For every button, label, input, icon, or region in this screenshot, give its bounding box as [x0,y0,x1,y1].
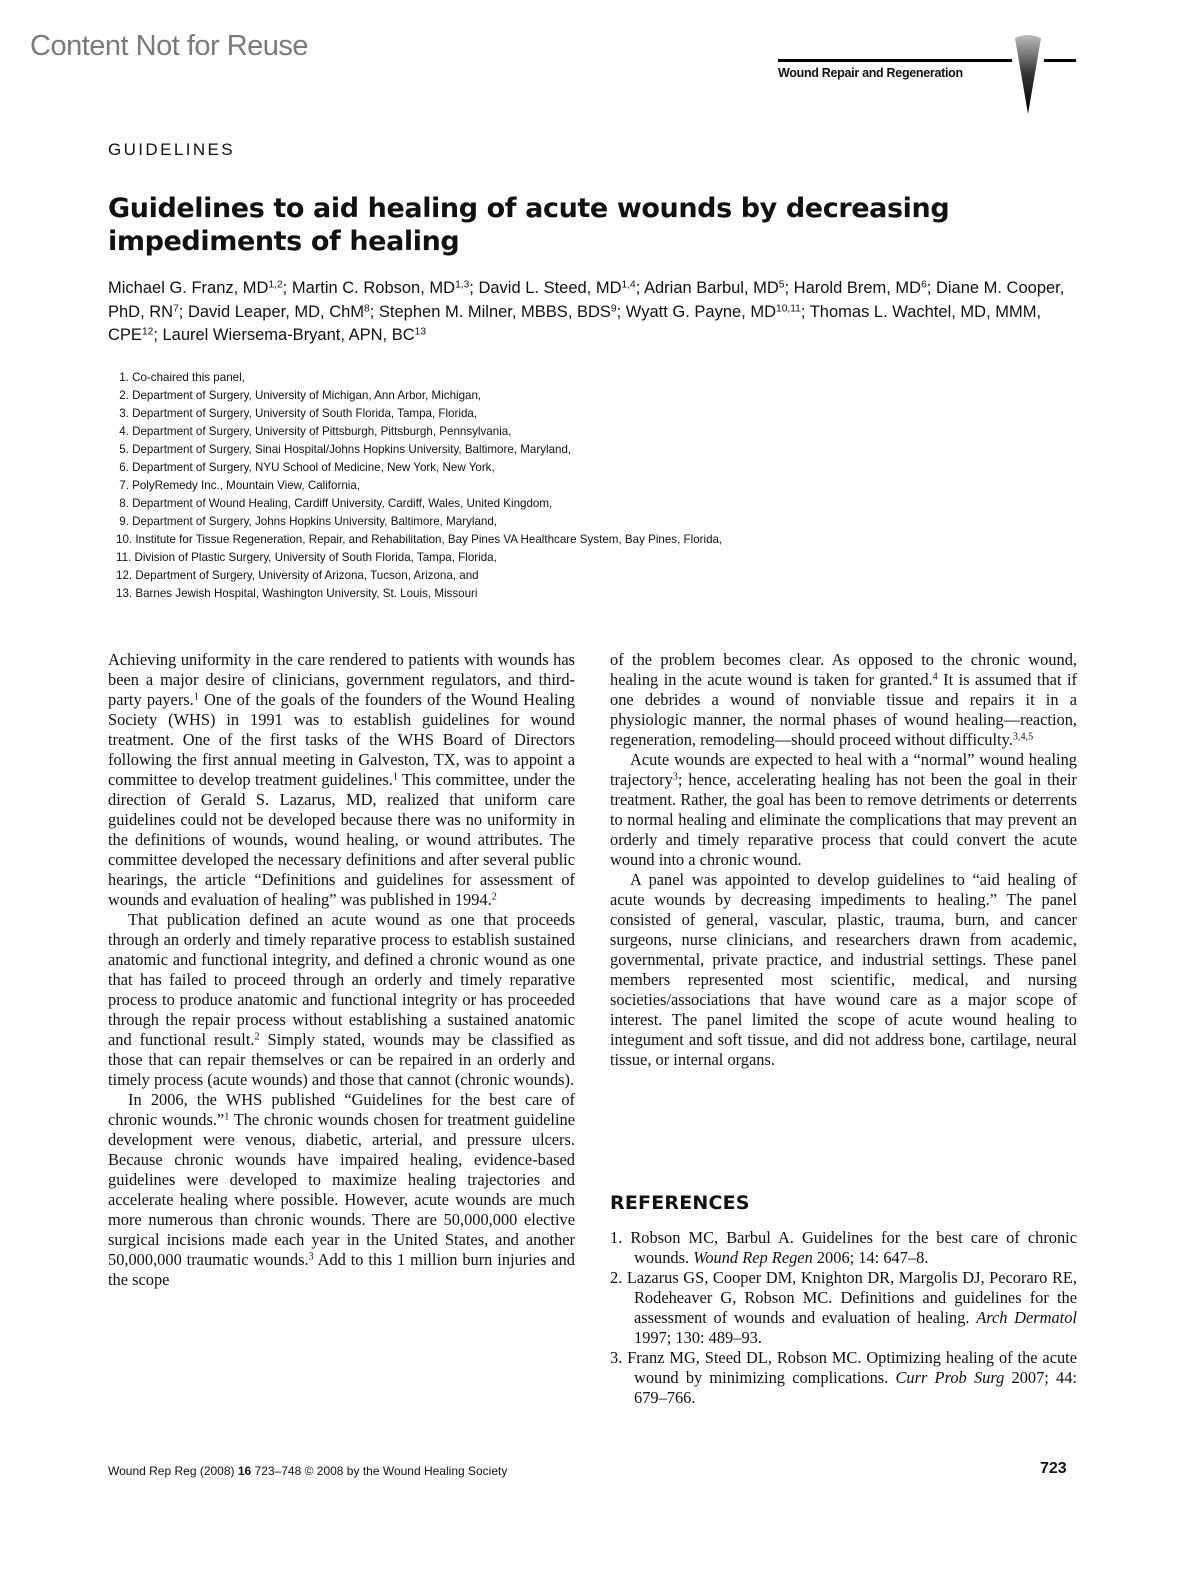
citation-superscript: 2 [254,1031,260,1043]
citation-superscript: 12 [141,326,154,338]
text-run: 2007; 44: 679–766. [634,1368,1077,1407]
citation-superscript: 7 [173,302,179,314]
citation-superscript: 1,2 [268,279,283,291]
text-run: This committee, under the direction of Gerald S. Lazarus, MD, realized that uniform care guidelines could not be developed because there was no uniformity in the definitions of wounds, wound healing, or wound attributes. The committee developed the necessary definitions and after several public hearings, the article “Definitions and guidelines for assessment of wounds and evaluation of healing” was published in 1994. [108,770,575,909]
text-run: ; Stephen M. Milner, MBBS, BDS [369,302,611,321]
affiliation-list [116,369,722,603]
affiliation-item: 12. Department of Surgery, University of Arizona, Tucson, Arizona, and [116,569,479,582]
header-rule [1044,59,1076,62]
text-run: The chronic wounds chosen for treatment guideline development were venous, diabetic, arterial, and pressure ulcers. Because chronic wounds have impaired healing, evidence-based guidelines were developed to maximize healing trajectories and accelerate healing where possible. However, acute wounds are much more numerous than chronic wounds. There are 50,000,000 elective surgical incisions made each year in the United States, and another 50,000,000 traumatic wounds. [108,1110,575,1269]
text-run: ; Martin C. Robson, MD [282,279,456,297]
citation-superscript: 1,4 [621,279,636,291]
journal-title: Curr Prob Surg [895,1368,1005,1387]
affiliation-item: 7. PolyRemedy Inc., Mountain View, California, [116,479,361,492]
journal-header [778,56,1078,126]
text-run: 2. Lazarus GS, Cooper DM, Knighton DR, Margolis DJ, Pecoraro RE, Rodeheaver G, Robson MC. Definitions and guidelines for the assessment of wounds and evaluation of healing. [610,1268,1077,1327]
footer-citation [108,1464,507,1478]
citation-superscript: 4 [932,671,938,683]
reference-item [610,1268,1077,1348]
body-paragraph [610,750,1077,870]
text-run: In 2006, the WHS published “Guidelines for the best care of chronic wounds.” [108,1090,575,1129]
text-run: That publication defined an acute wound as one that proceeds through an orderly and timely reparative process to establish sustained anatomic and functional integrity, and defined a chronic wound as one that has failed to proceed through an orderly and timely reparative process to produce anatomic and functional integrity or has proceeded through the repair process without establishing a sustained anatomic and functional result. [108,910,575,1049]
text-run: 723–748 © 2008 by the Wound Healing Society [251,1464,508,1478]
body-column-right [610,650,1077,1070]
text-run: ; Adrian Barbul, MD [635,279,779,297]
body-paragraph [610,870,1077,1070]
references-heading: REFERENCES [610,1192,750,1214]
affiliation-item: 10. Institute for Tissue Regeneration, Repair, and Rehabilitation, Bay Pines VA Healthcare System, Bay Pines, Florida, [116,533,723,546]
citation-superscript: 1 [224,1111,230,1123]
body-paragraph [108,910,575,1090]
text-run: 2006; 14: 647–8. [812,1248,929,1267]
citation-superscript: 10,11 [776,302,801,314]
text-run: Achieving uniformity in the care rendered to patients with wounds has been a major desire of clinicians, government regulators, and third-party payers. [108,650,575,709]
volume-number: 16 [237,1464,252,1478]
body-paragraph [108,650,575,910]
text-run: Simply stated, wounds may be classified as those that can repair themselves or can be repaired in an orderly and timely process (acute wounds) and those that cannot (chronic wounds). [108,1030,575,1089]
section-label: GUIDELINES [108,140,235,159]
text-run: ; David L. Steed, MD [469,279,622,297]
author-list [108,277,1083,348]
citation-superscript: 5 [778,279,785,291]
text-run: ; Diane M. Cooper, PhD, RN [108,279,1065,321]
affiliation-item: 2. Department of Surgery, University of Michigan, Ann Arbor, Michigan, [116,389,482,402]
citation-superscript: 3 [672,771,678,783]
reference-item [610,1228,1077,1268]
article-title: Guidelines to aid healing of acute wounds by decreasing impediments of healing [108,193,950,257]
citation-superscript: 1 [193,691,199,703]
text-run: 1997; 130: 489–93. [634,1328,762,1347]
reference-list [610,1228,1077,1408]
journal-name: Wound Repair and Regeneration [778,66,963,80]
header-rule [778,59,1012,62]
affiliation-item: 3. Department of Surgery, University of South Florida, Tampa, Florida, [116,407,478,420]
text-run: 1. Robson MC, Barbul A. Guidelines for the best care of chronic wounds. [610,1228,1077,1267]
page-number: 723 [1040,1460,1067,1477]
citation-superscript: 3,4,5 [1012,731,1034,743]
affiliation-item: 11. Division of Plastic Surgery, University of South Florida, Tampa, Florida, [116,551,497,564]
text-run: ; David Leaper, MD, ChM [178,302,365,321]
text-run: Acute wounds are expected to heal with a “normal” wound healing trajectory [610,750,1077,789]
affiliation-item: 6. Department of Surgery, NYU School of Medicine, New York, New York, [116,461,495,474]
citation-superscript: 1,3 [455,279,470,291]
citation-superscript: 1 [392,771,398,783]
journal-title: Wound Rep Regen [693,1248,813,1267]
affiliation-item: 9. Department of Surgery, Johns Hopkins University, Baltimore, Maryland, [116,515,498,528]
body-paragraph [610,650,1077,750]
affiliation-item: 5. Department of Surgery, Sinai Hospital/Johns Hopkins University, Baltimore, Maryland, [116,443,572,456]
affiliation-item: 1. Co-chaired this panel, [116,371,245,384]
body-paragraph [108,1090,575,1290]
text-run: Wound Rep Reg (2008) [108,1464,238,1478]
citation-superscript: 13 [414,326,427,338]
text-run: ; Laurel Wiersema-Bryant, APN, BC [153,326,415,344]
citation-superscript: 2 [491,891,497,903]
text-run: of the problem becomes clear. As opposed to the chronic wound, healing in the acute wound is taken for granted. [610,650,1077,689]
reference-item [610,1348,1077,1408]
citation-superscript: 8 [364,302,370,314]
affiliation-item: 4. Department of Surgery, University of Pittsburgh, Pittsburgh, Pennsylvania, [116,425,512,438]
text-run: 3. Franz MG, Steed DL, Robson MC. Optimizing healing of the acute wound by minimizing complications. [610,1348,1077,1387]
watermark: Content Not for Reuse [30,30,309,62]
text-run: ; hence, accelerating healing has not been the goal in their treatment. Rather, the goal has been to remove detriments or deterrents to normal healing and eliminate the complications that may prevent an orderly and timely reparative process that could convert the acute wound into a chronic wound. [610,770,1077,869]
citation-superscript: 9 [610,302,617,314]
text-run: Michael G. Franz, MD [108,279,269,297]
journal-logo-icon [1012,34,1044,116]
text-run: A panel was appointed to develop guidelines to “aid healing of acute wounds by decreasing impediments to healing.” The panel consisted of general, vascular, plastic, trauma, burn, and cancer surgeons, nurse clinicians, and researchers drawn from academic, governmental, private practice, and industrial settings. These panel members represented most scientific, medical, and nursing societies/associations that have wound care as a major scope of interest. The panel limited the scope of acute wound healing to integument and soft tissue, and did not address bone, cartilage, neural tissue, or internal organs. [610,870,1077,1069]
citation-superscript: 3 [308,1251,314,1263]
text-run: ; Harold Brem, MD [784,279,922,297]
text-run: Add to this 1 million burn injuries and the scope [108,1250,575,1289]
text-run: ; Thomas L. Wachtel, MD, MMM, CPE [108,302,1042,344]
body-column-left [108,650,575,1290]
text-run: It is assumed that if one debrides a wound of nonviable tissue and repairs it in a physiologic manner, the normal phases of wound healing—reaction, regeneration, remodeling—should proceed without difficulty. [610,670,1077,749]
journal-title: Arch Dermatol [976,1308,1077,1327]
affiliation-item: 8. Department of Wound Healing, Cardiff University, Cardiff, Wales, United Kingdom, [116,497,553,510]
text-run: ; Wyatt G. Payne, MD [616,302,777,321]
citation-superscript: 6 [921,279,927,291]
text-run: One of the goals of the founders of the Wound Healing Society (WHS) in 1991 was to establish guidelines for wound treatment. One of the first tasks of the WHS Board of Directors following the first annual meeting in Galveston, TX, was to appoint a committee to develop treatment guidelines. [108,690,575,789]
affiliation-item: 13. Barnes Jewish Hospital, Washington University, St. Louis, Missouri [116,587,478,600]
